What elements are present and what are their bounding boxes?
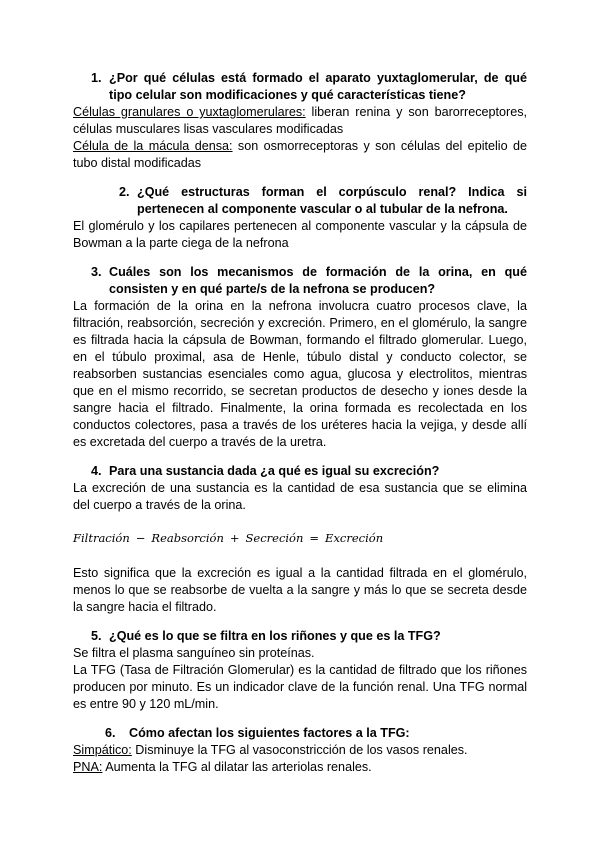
macula-densa-label: Célula de la mácula densa: [73,139,233,153]
answer-5-line-1: Se filtra el plasma sanguíneo sin proteínas. [73,646,315,660]
question-2-number: 2. [119,185,130,199]
formula-plus-operator: + [229,531,240,545]
macula-densa-text: son osmorreceptoras y son células del epitelio de tubo distal modificadas [73,139,527,170]
answer-4-explanation: Esto significa que la excreción es igual a la cantidad filtrada en el glomérulo, menos lo que se reabsorbe de vuelta a la sangre y más lo que se secreta desde la sangre hacia el filtrado. [73,566,527,614]
question-3-number: 3. [91,265,102,279]
formula-term-excretion: Excreción [325,531,384,545]
answer-1-macula-densa [73,138,527,172]
question-2-section [73,184,527,252]
question-3-section [73,264,527,451]
formula-minus-operator: − [135,531,146,545]
question-4-section [73,463,527,616]
question-1-section [73,70,527,172]
sympathetic-label: Simpático: [73,743,132,757]
answer-4-text: La excreción de una sustancia es la cantidad de esa sustancia que se elimina del cuerpo a través de la orina. [73,481,527,512]
question-3-heading [73,264,527,298]
answer-6-sympathetic [73,742,527,759]
formula-term-secretion: Secreción [245,531,304,545]
answer-6-pna [73,759,527,776]
pna-text: Aumenta la TFG al dilatar las arteriolas renales. [102,760,372,774]
question-4-number: 4. [91,464,102,478]
question-1-title: ¿Por qué células está formado el aparato yuxtaglomerular, de qué tipo celular son modificaciones y qué características tiene? [109,71,527,102]
question-6-number: 6. [105,726,116,740]
question-4-heading [73,463,527,480]
answer-3-text: La formación de la orina en la nefrona involucra cuatro procesos clave, la filtración, reabsorción, secreción y excreción. Primero, en el glomérulo, la sangre es filtrada hacia la cápsula de Bowman, formando el filtrado glomerular. Luego, en el túbulo proximal, asa de Henle, túbulo distal y conducto colector, se reabsorben sustancias esenciales como agua, glucosa y electrolitos, mientras que en el mismo recorrido, se secretan productos de desecho y iones desde la sangre hacia el filtrado. Finalmente, la orina formada es recolectada en los conductos colectores, pasa a través de los uréteres hacia la vejiga, y desde allí es excretada del cuerpo a través de la uretra. [73,299,527,449]
formula-term-reabsorption: Reabsorción [151,531,224,545]
granular-cells-text: liberan renina y son barorreceptores, células musculares lisas vasculares modificadas [73,105,528,136]
question-2-heading [73,184,527,218]
question-3-title: Cuáles son los mecanismos de formación de la orina, en qué consisten y en qué parte/s de la nefrona se producen? [109,265,527,296]
question-6-title: Cómo afectan los siguientes factores a la TFG: [129,726,410,740]
question-4-title: Para una sustancia dada ¿a qué es igual su excreción? [109,464,440,478]
question-5-section [73,628,527,713]
formula-term-filtration: Filtración [73,531,130,545]
question-6-heading [73,725,527,742]
question-1-heading [73,70,527,104]
answer-2-text: El glomérulo y los capilares pertenecen al componente vascular y la cápsula de Bowman a la parte ciega de la nefrona [73,219,527,250]
question-5-title: ¿Qué es lo que se filtra en los riñones y que es la TFG? [109,629,441,643]
sympathetic-text: Disminuye la TFG al vasoconstricción de los vasos renales. [131,743,468,757]
question-1-number: 1. [91,71,102,85]
granular-cells-label: Células granulares o yuxtaglomerulares: [73,105,306,119]
excretion-formula [73,530,527,547]
pna-label: PNA: [73,760,103,774]
answer-5-line-2: La TFG (Tasa de Filtración Glomerular) es la cantidad de filtrado que los riñones producen por minuto. Es un indicador clave de la función renal. Una TFG normal es entre 90 y 120 mL/min. [73,663,527,711]
answer-1-granular-cells [73,104,527,138]
question-5-heading [73,628,527,645]
question-2-title: ¿Qué estructuras forman el corpúsculo renal? Indica si pertenecen al componente vascular o al tubular de la nefrona. [137,185,527,216]
formula-equals-operator: = [309,531,320,545]
question-5-number: 5. [91,629,102,643]
question-6-section [73,725,527,776]
